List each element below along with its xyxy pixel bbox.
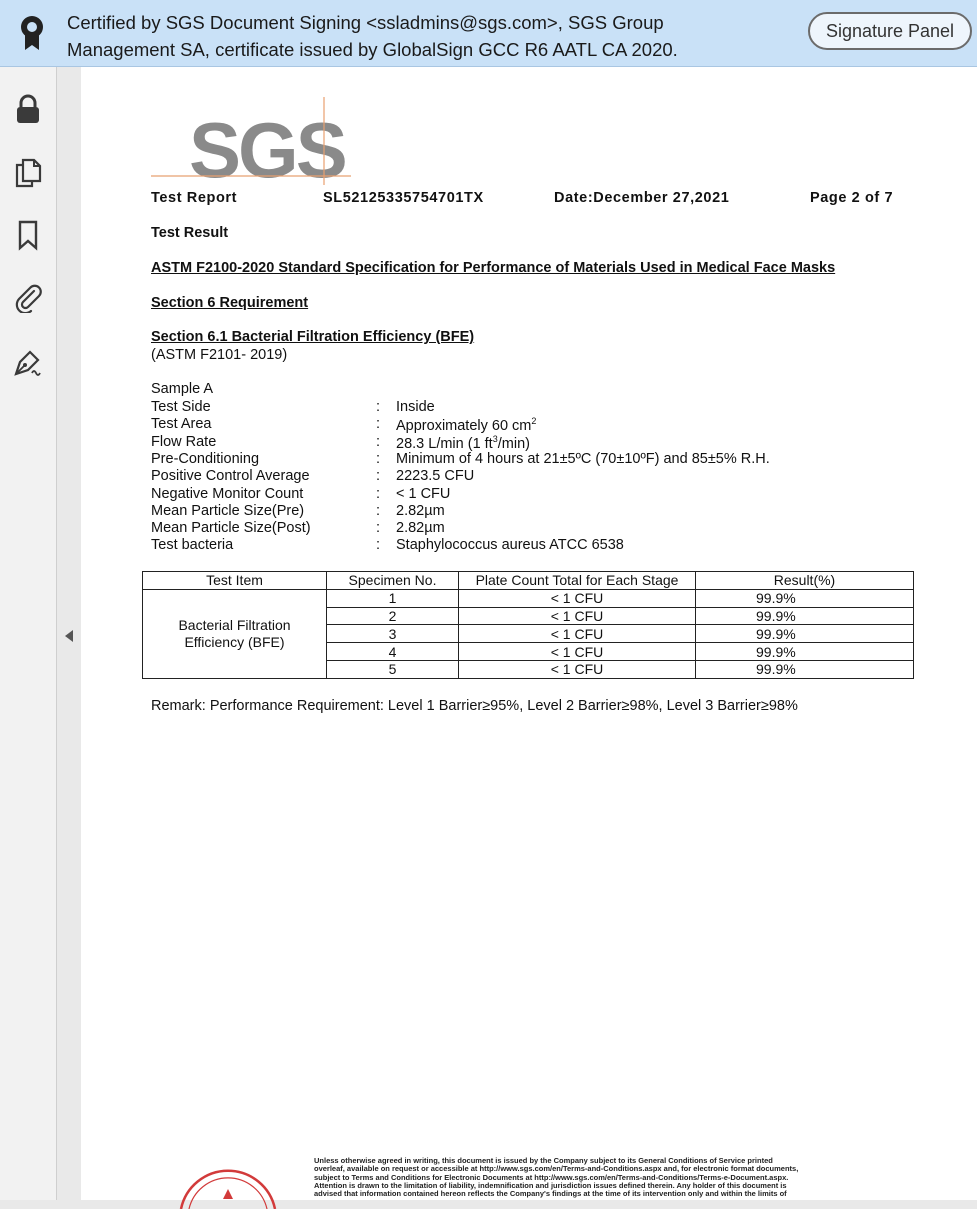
param-value: [396, 468, 474, 484]
param-label: Mean Particle Size(Pre): [151, 502, 305, 519]
signature-panel-button[interactable]: Signature Panel: [808, 12, 972, 50]
bookmark-icon[interactable]: [12, 219, 44, 251]
param-value: [396, 503, 445, 519]
param-colon: :: [376, 450, 381, 467]
results-table: [142, 571, 914, 679]
param-value: [396, 537, 624, 553]
specimen-cell: 5: [327, 660, 459, 678]
param-label: Mean Particle Size(Post): [151, 520, 311, 537]
table-row: [143, 589, 914, 607]
param-colon: :: [376, 416, 381, 433]
certificate-ribbon-icon: [16, 14, 48, 52]
company-seal-stamp: [173, 1159, 283, 1209]
copy-pages-icon[interactable]: [12, 156, 44, 188]
param-value-text: Inside: [396, 399, 435, 415]
param-label: Pre-Conditioning: [151, 450, 260, 467]
certification-line-1: Certified by SGS Document Signing <ssladmins@sgs.com>, SGS Group: [67, 12, 664, 33]
sample-label: Sample A: [151, 381, 214, 397]
signature-banner: [0, 0, 977, 67]
param-colon: :: [376, 468, 381, 485]
param-value: [396, 434, 530, 452]
param-colon: :: [376, 433, 381, 450]
header-specimen-no: Specimen No.: [327, 572, 459, 590]
param-value-text: 2223.5 CFU: [396, 468, 475, 485]
param-value-text: Approximately 60 cm: [396, 418, 532, 435]
result-cell: 99.9%: [696, 607, 914, 625]
param-colon: :: [376, 502, 381, 519]
footer-line: overleaf, available on request or accessible at http://www.sgs.com/en/Terms-and-Conditions.aspx and, for electronic format documents,: [314, 1164, 799, 1174]
param-value-superscript: 2: [531, 416, 537, 427]
paperclip-icon[interactable]: [12, 281, 44, 313]
lock-icon[interactable]: [12, 93, 44, 125]
param-colon: :: [376, 485, 381, 502]
remark-text: Remark: Performance Requirement: Level 1 Barrier≥95%, Level 2 Barrier≥98%, Level 3 Barrier≥98%: [151, 698, 798, 714]
param-value: [396, 520, 445, 536]
result-cell: 99.9%: [696, 625, 914, 643]
result-cell: 99.9%: [696, 643, 914, 661]
param-value-suffix: /min): [497, 435, 530, 452]
page-number: Page 2 of 7: [810, 190, 894, 206]
footer-line: Unless otherwise agreed in writing, this document is issued by the Company subject to its General Conditions of Service printed: [314, 1156, 773, 1165]
param-colon: :: [376, 520, 381, 537]
param-value-text: 2.82µm: [396, 502, 445, 519]
plate-count-cell: < 1 CFU: [459, 625, 696, 643]
header-test-item: Test Item: [143, 572, 327, 590]
header-plate-count: Plate Count Total for Each Stage: [459, 572, 696, 590]
param-label: Negative Monitor Count: [151, 485, 304, 502]
report-date: Date:December 27,2021: [554, 190, 730, 206]
specimen-cell: 2: [327, 607, 459, 625]
param-value: [396, 399, 435, 415]
test-item-line-1: Bacterial Filtration: [178, 616, 291, 633]
standard-title: ASTM F2100-2020 Standard Specification for Performance of Materials Used in Medical Face Masks: [151, 260, 836, 276]
param-value-text: Staphylococcus aureus ATCC 6538: [396, 537, 624, 554]
footer-line: Attention is drawn to the limitation of liability, indemnification and jurisdiction issues defined therein. Any holder of this document is: [314, 1180, 787, 1190]
test-result-heading: Test Result: [151, 225, 229, 241]
plate-count-cell: < 1 CFU: [459, 643, 696, 661]
plate-count-cell: < 1 CFU: [459, 607, 696, 625]
specimen-cell: 1: [327, 589, 459, 607]
left-toolbar: [0, 67, 57, 1200]
param-value-superscript: 3: [492, 433, 498, 444]
param-colon: :: [376, 537, 381, 554]
section-6-1-method: (ASTM F2101- 2019): [151, 347, 288, 363]
param-label: Positive Control Average: [151, 468, 310, 485]
test-item-line-2: Efficiency (BFE): [184, 633, 285, 650]
report-label: Test Report: [151, 190, 238, 206]
param-value-text: < 1 CFU: [396, 485, 451, 502]
specimen-cell: 3: [327, 625, 459, 643]
certification-line-2: Management SA, certificate issued by GlobalSign GCC R6 AATL CA 2020.: [67, 39, 678, 60]
sign-pen-icon[interactable]: [12, 346, 44, 378]
result-cell: 99.9%: [696, 660, 914, 678]
plate-count-cell: < 1 CFU: [459, 660, 696, 678]
section-requirement-heading: Section 6 Requirement: [151, 295, 309, 311]
header-result: Result(%): [696, 572, 914, 590]
table-header-row: [143, 572, 914, 590]
specimen-cell: 4: [327, 643, 459, 661]
param-label: Test Area: [151, 416, 212, 433]
section-6-1-heading: Section 6.1 Bacterial Filtration Efficiency (BFE): [151, 329, 475, 345]
param-value: [396, 486, 450, 502]
footer-line: advised that information contained hereon reflects the Company's findings at the time of its intervention only and within the limits of: [314, 1189, 787, 1199]
param-colon: :: [376, 399, 381, 415]
param-label: Test bacteria: [151, 537, 234, 554]
sgs-logo: [151, 97, 361, 187]
plate-count-cell: < 1 CFU: [459, 589, 696, 607]
test-item-cell: [143, 589, 327, 678]
param-value: [396, 416, 536, 434]
param-value-text: Minimum of 4 hours at 21±5ºC (70±10ºF) and 85±5% R.H.: [396, 450, 770, 467]
result-cell: 99.9%: [696, 589, 914, 607]
param-label: Test Side: [151, 399, 211, 415]
document-page: [81, 67, 977, 1200]
param-value-text: 28.3 L/min (1 ft: [396, 435, 493, 452]
collapse-panel-arrow-icon[interactable]: [63, 628, 75, 644]
footer-line: subject to Terms and Conditions for Electronic Documents at http://www.sgs.com/en/Terms-and-Conditions/Terms-e-Document.aspx.: [314, 1172, 789, 1182]
param-value: [396, 451, 770, 467]
logo-text: SGS: [189, 106, 345, 187]
report-number: SL52125335754701TX: [323, 190, 484, 206]
param-value-text: 2.82µm: [396, 520, 445, 537]
legal-footer: [314, 1157, 859, 1198]
certification-message: [67, 9, 787, 63]
param-label: Flow Rate: [151, 433, 217, 450]
